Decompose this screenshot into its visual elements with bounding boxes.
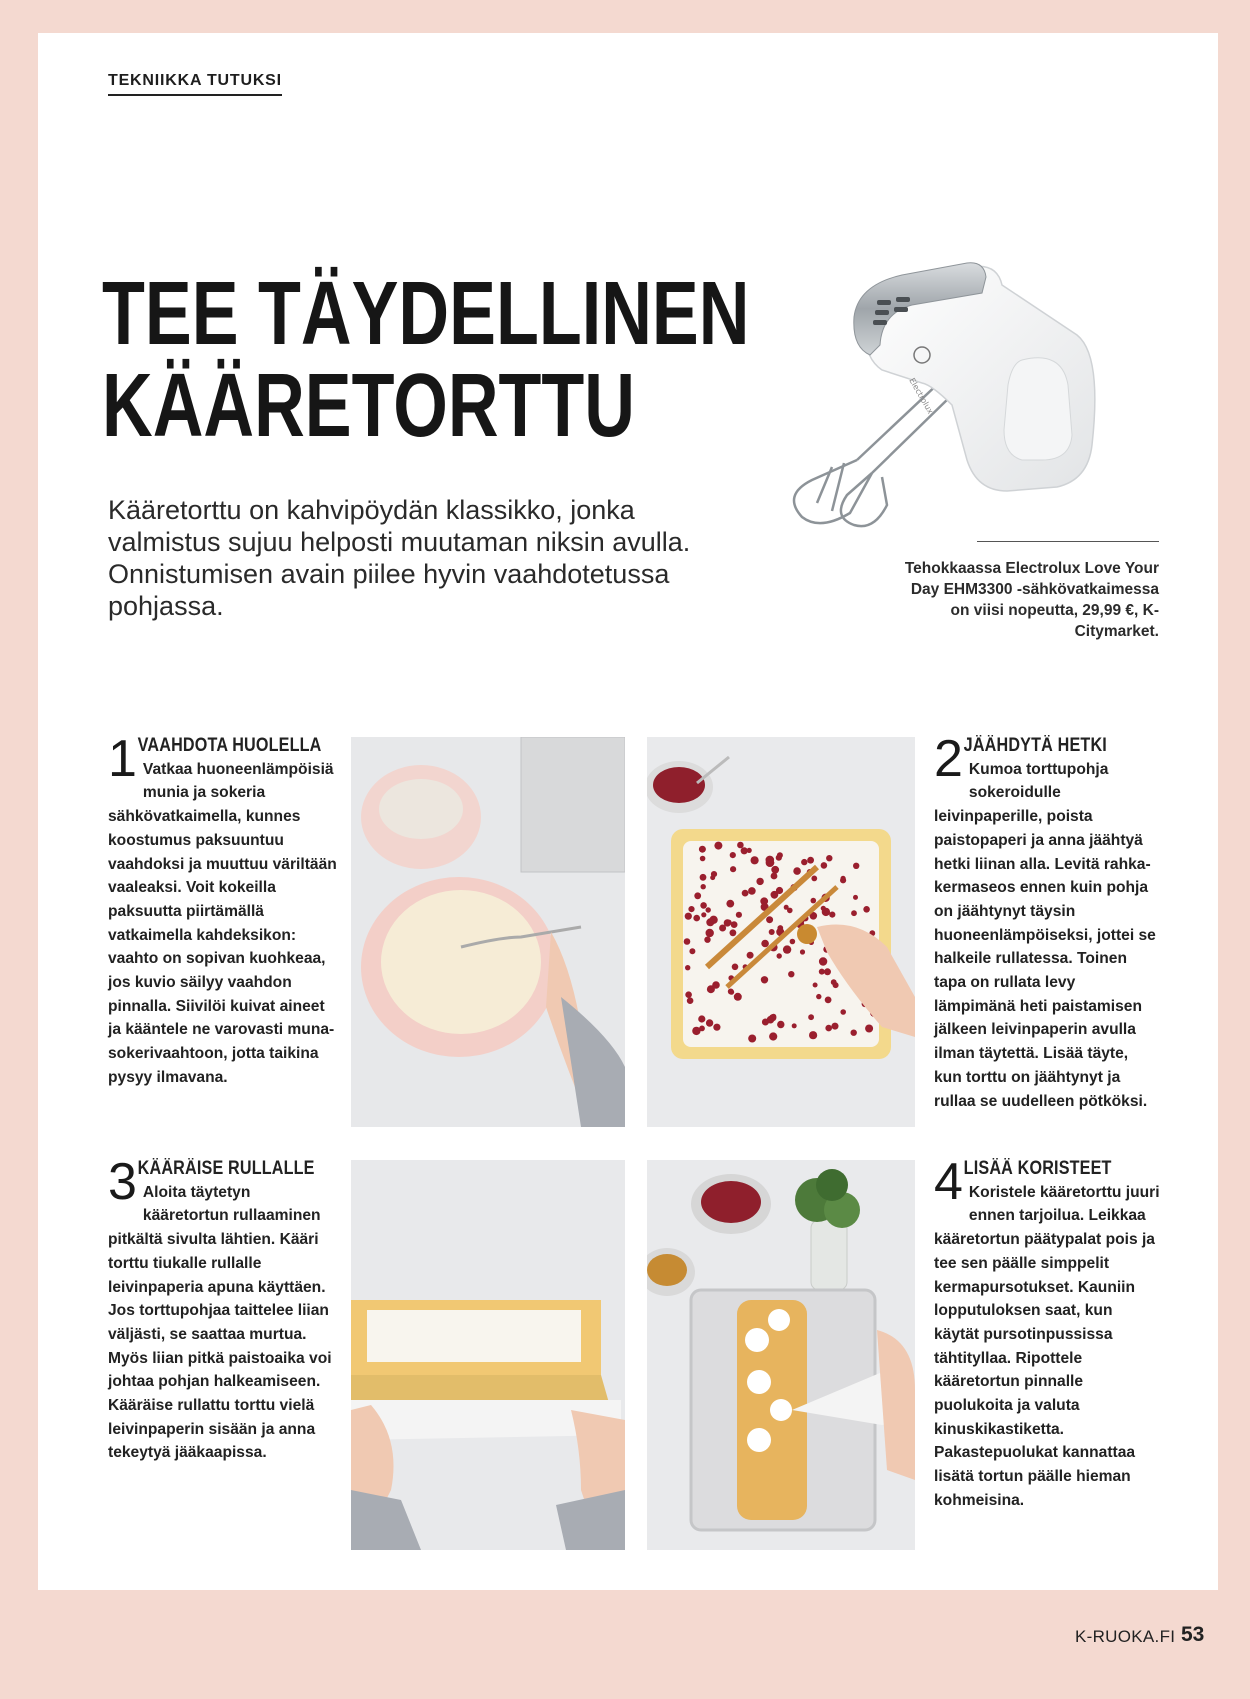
- product-caption: Tehokkaassa Electrolux Love Your Day EHM3300 -sähkövatkaimessa on viisi nopeutta, 29,99 €, K-Citymarket.: [904, 560, 1159, 640]
- page-title: [102, 264, 750, 456]
- step-3: [108, 1153, 340, 1465]
- step-body: Kumoa torttupohja sokeroidulle leivinpaperille, poista paistopaperi ja anna jäähtyä hetki liinan alla. Levitä rahka-kermaseos ennen kuin pohja on jäähtynyt täysin huoneenlämpöiseksi, jottei se halkeile rullatessa. Toinen tapa on rullata levy lämpimänä heti paistamisen jälkeen leivinpaperin avulla ilman täytettä. Lisää täyte, kun torttu on jäähtynyt ja rullaa se uudelleen pötköksi.: [934, 760, 1156, 1110]
- step-heading: VAAHDOTA HUOLELLA: [137, 735, 322, 756]
- caption-divider: [977, 541, 1159, 542]
- step-heading: LISÄÄ KORISTEET: [963, 1158, 1112, 1179]
- step-heading: JÄÄHDYTÄ HETKI: [963, 735, 1107, 756]
- photo-filling: [647, 737, 915, 1127]
- step-number: 1: [108, 730, 137, 788]
- step-number: 2: [934, 730, 963, 788]
- title-line-1: TEE TÄYDELLINEN: [102, 264, 750, 364]
- section-label: TEKNIIKKA TUTUKSI: [108, 72, 282, 96]
- photo-rolling: [351, 1160, 625, 1550]
- photo-decorating: [647, 1160, 915, 1550]
- step-4: [934, 1153, 1160, 1513]
- title-line-2: KÄÄRETORTTU: [102, 356, 635, 456]
- photo-whisking: [351, 737, 625, 1127]
- hand-mixer-image: [772, 255, 1172, 560]
- intro-text: Kääretorttu on kahvipöydän klassikko, jonka valmistus sujuu helposti muutaman niksin avulla. Onnistumisen avain piilee hyvin vaahdotetussa pohjassa.: [108, 495, 691, 621]
- step-2: [934, 730, 1160, 1113]
- footer-site: K-RUOKA.FI: [1075, 1627, 1176, 1646]
- step-body: Aloita täytetyn kääretortun rullaaminen pitkältä sivulta lähtien. Kääri torttu tiukalle rullalle leivinpaperia apuna käyttäen. Jos torttupohjaa taittelee liian väljästi, se saattaa murtua. Myös liian pitkä paistoaika voi johtaa pohjan halkeamiseen. Kääräise rullattu torttu vielä leivinpaperin sisään ja anna tekeytyä jääkaapissa.: [108, 1183, 332, 1462]
- svg-text:Electrolux: Electrolux: [907, 376, 935, 416]
- step-body: Koristele kääretorttu juuri ennen tarjoilua. Leikkaa kääretortun päätypalat pois ja tee sen päälle simppelit kermapursotukset. Kauniin lopputuloksen saat, kun käytät pursotinpussissa tähtityllaa. Ripottele kääretortun pinnalle puolukoita ja valuta kinuskikastiketta. Pakastepuolukat kannattaa lisätä tortun päälle hieman kohmeisina.: [934, 1183, 1160, 1509]
- step-1: [108, 730, 340, 1090]
- step-body: Vatkaa huoneenlämpöisiä munia ja sokeria sähkövatkaimella, kunnes koostumus paksuuntuu vaahdoksi ja muuttuu väriltään vaaleaksi. Voit kokeilla paksuutta piirtämällä vatkaimella kahdeksikon: vaahto on sopivan kuohkeaa, jos kuvio säilyy vaahdon pinnalla. Siivilöi kuivat aineet ja kääntele ne varovasti muna-sokerivaahtoon, jotta taikina pysyy ilmavana.: [108, 760, 337, 1086]
- step-number: 3: [108, 1153, 137, 1211]
- step-heading: KÄÄRÄISE RULLALLE: [137, 1158, 315, 1179]
- step-number: 4: [934, 1153, 963, 1211]
- page-number: 53: [1181, 1623, 1205, 1646]
